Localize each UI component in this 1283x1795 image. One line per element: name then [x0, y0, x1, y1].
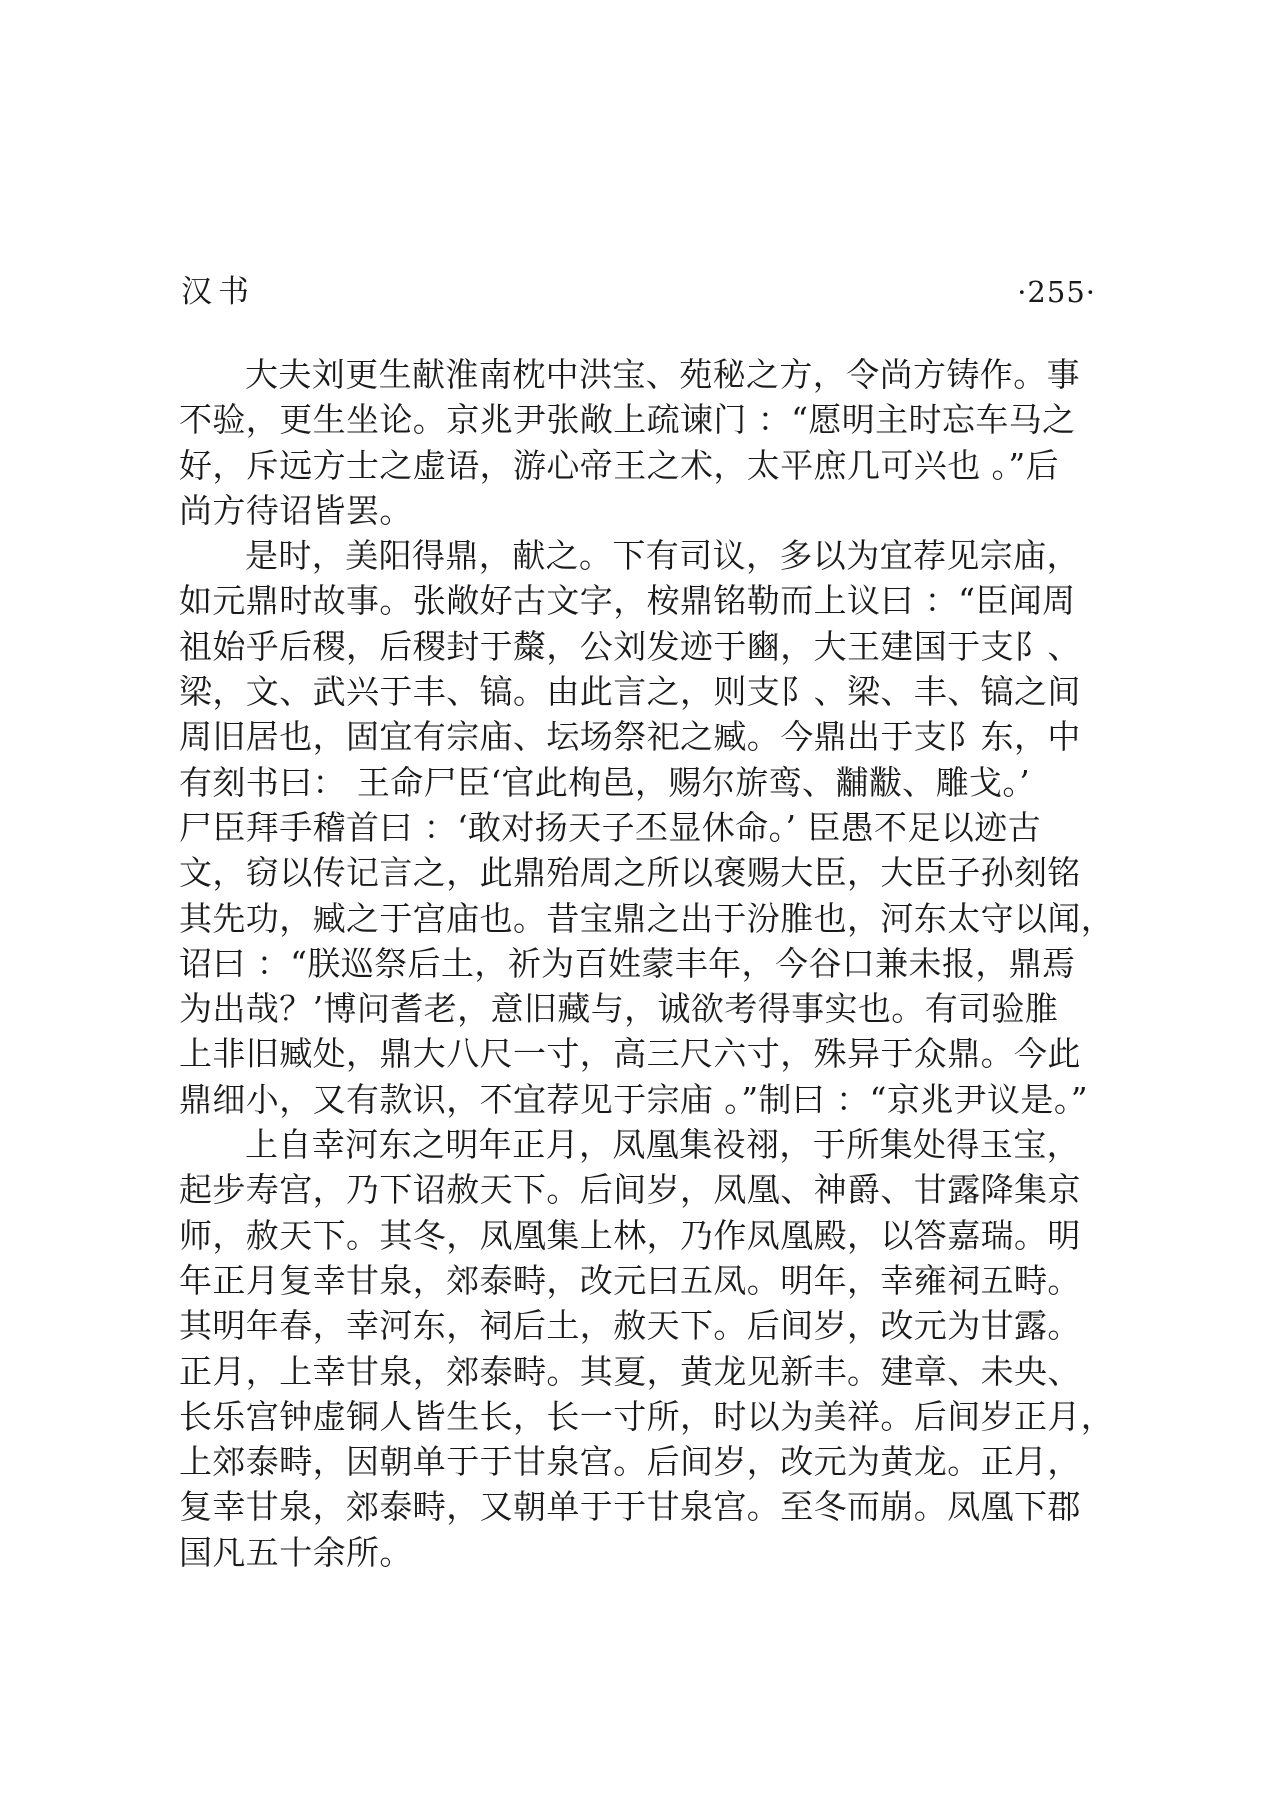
- text-line: 如元鼎时故事。张敞好古文字，桉鼎铭勒而上议曰 ：“臣闻周: [179, 581, 1076, 621]
- text-line: 上自幸河东之明年正月，凤凰集祋祤，于所集处得玉宝，: [245, 1125, 1080, 1165]
- text-line: 梁，文、武兴于丰、镐。由此言之，则支阝、梁、丰、镐之间: [179, 672, 1081, 712]
- text-line: 其明年春，幸河东，祠后土，赦天下。后间岁，改元为甘露。: [179, 1306, 1081, 1346]
- text-line: 祖始乎后稷，后稷封于斄，公刘发迹于豳，大王建国于支阝、: [179, 626, 1081, 666]
- text-line: 好，斥远方士之虚语，游心帝王之术，太平庶几可兴也 。”后: [179, 445, 1060, 485]
- text-line: 师，赦天下。其冬，凤凰集上林，乃作凤凰殿，以答嘉瑞。明: [179, 1215, 1081, 1255]
- text-line: 年正月复幸甘泉，郊泰畤，改元曰五凤。明年，幸雍祠五畤。: [179, 1260, 1081, 1300]
- text-line: 有刻书曰： 王命尸臣‘官此栒邑，赐尔旂鸾、黼黻、雕戈。’: [179, 762, 1031, 802]
- text-line: 周旧居也，固宜有宗庙、坛场祭祀之臧。今鼎出于支阝东，中: [179, 717, 1081, 757]
- text-line: 尸臣拜手稽首曰 ：‘敢对扬天子丕显休命。’ 臣愚不足以迹古: [179, 807, 1042, 847]
- page-header: [181, 272, 1096, 312]
- text-line: 起步寿宫，乃下诏赦天下。后间岁，凤凰、神爵、甘露降集京: [179, 1170, 1081, 1210]
- text-line: 上郊泰畤，因朝单于于甘泉宫。后间岁，改元为黄龙。正月，: [179, 1442, 1081, 1482]
- text-line: 是时，美阳得鼎，献之。下有司议，多以为宜荐见宗庙，: [245, 536, 1080, 576]
- text-line: 诏曰 ：“朕巡祭后土，祈为百姓蒙丰年，今谷口兼未报，鼎焉: [179, 943, 1076, 983]
- text-line: 上非旧臧处，鼎大八尺一寸，高三尺六寸，殊异于众鼎。今此: [179, 1034, 1081, 1074]
- page-number: ·255·: [1017, 275, 1096, 309]
- text-line: 不验，更生坐论。京兆尹张敞上疏谏门 ：“愿明主时忘车马之: [179, 400, 1076, 440]
- text-line: 为出哉？’博问耆老，意旧藏与，诚欲考得事实也。有司验脽: [179, 989, 1059, 1029]
- text-line: 大夫刘更生献淮南枕中洪宝、苑秘之方，令尚方铸作。事: [245, 355, 1080, 394]
- text-line: 复幸甘泉，郊泰畤，又朝单于于甘泉宫。至冬而崩。凤凰下郡: [179, 1487, 1081, 1527]
- text-line: 鼎细小，又有款识，不宜荐见于宗庙 。”制曰 ：“京兆尹议是。”: [179, 1079, 1088, 1119]
- book-title: 汉书: [181, 274, 255, 310]
- text-line: 其先功，臧之于宫庙也。昔宝鼎之出于汾脽也，河东太守以闻，: [179, 898, 1115, 938]
- body-text: [179, 352, 1115, 1575]
- text-line: 正月，上幸甘泉，郊泰畤。其夏，黄龙见新丰。建章、未央、: [179, 1351, 1081, 1391]
- text-line: 长乐宫钟虚铜人皆生长，长一寸所，时以为美祥。后间岁正月，: [179, 1396, 1115, 1436]
- text-line: 文，窃以传记言之，此鼎殆周之所以褒赐大臣，大臣子孙刻铭: [179, 853, 1081, 893]
- text-line: 尚方待诏皆罢。: [179, 490, 413, 530]
- text-line: 国凡五十余所。: [179, 1532, 413, 1572]
